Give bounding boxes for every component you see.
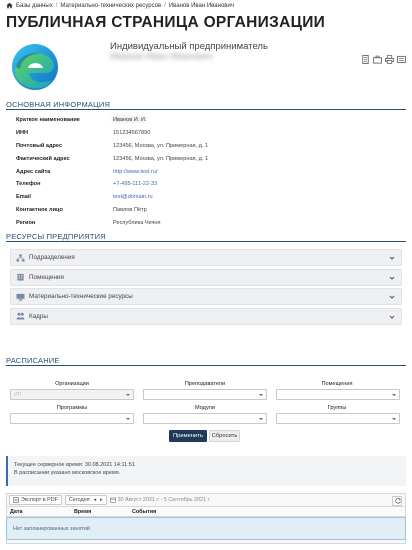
teachers-select[interactable]	[143, 389, 267, 400]
chevron-down-icon	[389, 314, 395, 320]
home-icon[interactable]	[6, 2, 13, 9]
column-header-events[interactable]: События	[132, 509, 157, 515]
accordion-item-rooms[interactable]	[10, 269, 402, 286]
info-row-contact-person	[16, 204, 208, 217]
chevron-down-icon	[389, 294, 395, 300]
today-label: Сегодня	[68, 497, 90, 503]
today-button[interactable]	[65, 495, 107, 505]
accordion-label: Подразделения	[29, 254, 75, 261]
modules-select[interactable]	[143, 413, 267, 424]
breadcrumb-item-resources[interactable]: Материально-технических ресурсов	[60, 2, 162, 9]
caret-down-icon	[392, 394, 396, 396]
chevron-down-icon	[389, 255, 395, 261]
print-icon[interactable]	[385, 51, 394, 60]
caret-down-icon	[259, 394, 263, 396]
refresh-button[interactable]	[392, 496, 402, 506]
date-range[interactable]	[110, 497, 211, 503]
caret-down-icon	[259, 418, 263, 420]
organizations-select[interactable]	[10, 389, 134, 400]
rooms-label: Помещения	[321, 381, 353, 387]
resources-accordion	[10, 249, 402, 327]
info-row-region	[16, 216, 208, 229]
info-value-short-name: Иванов И. И.	[113, 117, 147, 124]
page-actions	[361, 51, 406, 60]
page-title: ПУБЛИЧНАЯ СТРАНИЦА ОРГАНИЗАЦИИ	[6, 14, 326, 31]
info-label: Адрес сайта	[16, 168, 51, 175]
info-label: Контактное лицо	[16, 206, 63, 213]
server-time-notice	[6, 456, 406, 486]
info-label: Регион	[16, 219, 36, 226]
programs-select[interactable]	[10, 413, 134, 424]
server-time-text: Текущее серверное время: 30.08.2021 14:11:51	[14, 462, 135, 468]
section-divider	[6, 109, 406, 110]
equipment-icon	[16, 293, 25, 301]
basic-info-table	[16, 114, 208, 229]
breadcrumb-item-databases[interactable]: Базы данных	[16, 2, 53, 9]
info-label: ИНН	[16, 130, 29, 137]
section-divider	[6, 241, 406, 242]
programs-label: Программы	[56, 405, 88, 411]
info-row-inn	[16, 127, 208, 140]
briefcase-icon[interactable]	[373, 51, 382, 60]
email-link[interactable]: test@domain.ru	[113, 194, 153, 201]
modules-label: Модули	[194, 405, 216, 411]
export-icon[interactable]	[397, 51, 406, 60]
accordion-item-equipment[interactable]	[10, 288, 402, 305]
info-label: Краткое наименование	[16, 117, 80, 124]
schedule-empty-row	[6, 517, 406, 540]
organization-owner-name: Иванов Иван Иванович	[110, 51, 214, 62]
resources-title: РЕСУРСЫ ПРЕДПРИЯТИЯ	[6, 232, 106, 241]
info-value-region: Республика Чечня	[113, 219, 161, 226]
people-icon	[16, 312, 25, 320]
schedule-grid-header	[6, 507, 406, 517]
info-label: Почтовый адрес	[16, 142, 63, 149]
info-label: Телефон	[16, 181, 41, 188]
info-value-inn: 151234567890	[113, 130, 151, 137]
prev-week-icon[interactable]: ◂	[93, 497, 97, 503]
breadcrumb	[6, 2, 234, 9]
info-label: Фактический адрес	[16, 155, 70, 162]
chevron-down-icon	[389, 275, 395, 281]
document-icon[interactable]	[361, 51, 370, 60]
groups-select[interactable]	[276, 413, 400, 424]
breadcrumb-separator: /	[55, 2, 58, 9]
groups-label: Группы	[327, 405, 347, 411]
export-pdf-button[interactable]	[9, 495, 62, 505]
timezone-note: В расписании указано московское время.	[14, 470, 121, 476]
organizations-label: Организации	[55, 381, 89, 387]
org-structure-icon	[16, 254, 25, 262]
apply-button[interactable]: Применить	[169, 430, 207, 442]
info-row-website	[16, 165, 208, 178]
pdf-icon	[13, 497, 19, 503]
info-label: Email	[16, 194, 31, 201]
rooms-select[interactable]	[276, 389, 400, 400]
breadcrumb-item-current: Иванов Иван Иванович	[168, 2, 234, 9]
organizations-select-value: ИП	[14, 392, 22, 398]
accordion-item-departments[interactable]	[10, 249, 402, 266]
accordion-label: Материально-технические ресурсы	[29, 293, 133, 300]
accordion-label: Помещения	[29, 273, 64, 281]
column-header-date[interactable]: Дата	[10, 509, 23, 515]
organization-logo	[10, 42, 60, 92]
website-link[interactable]: http://www.test.ru/	[113, 168, 158, 175]
info-row-phone	[16, 178, 208, 191]
basic-info-title: ОСНОВНАЯ ИНФОРМАЦИЯ	[6, 100, 111, 109]
accordion-label: Кадры	[29, 312, 48, 320]
info-row-postal-address	[16, 140, 208, 153]
phone-link[interactable]: +7-495-111-22-33	[113, 181, 158, 188]
organization-name	[110, 42, 280, 62]
info-value-contact-person: Павлов Пётр	[113, 206, 147, 213]
breadcrumb-separator: /	[164, 2, 166, 9]
schedule-grid-footer	[6, 540, 406, 544]
caret-down-icon	[126, 418, 130, 420]
organization-type: Индивидуальный предприниматель	[110, 41, 268, 52]
teachers-label: Преподаватели	[184, 381, 226, 387]
refresh-icon	[394, 497, 402, 505]
info-row-email	[16, 191, 208, 204]
info-value-actual-address: 123456, Москва, ул. Примерная, д. 1	[113, 155, 209, 162]
date-range-text: 30 Август 2021 г. - 5 Сентябрь 2021 г.	[117, 497, 211, 503]
section-divider	[6, 365, 406, 366]
schedule-title: РАСПИСАНИЕ	[6, 356, 60, 365]
export-pdf-label: Экспорт в PDF	[21, 497, 58, 503]
accordion-item-staff[interactable]	[10, 308, 402, 325]
next-week-icon[interactable]: ▸	[100, 497, 103, 503]
info-row-actual-address	[16, 152, 208, 165]
building-icon	[16, 273, 25, 281]
column-header-time[interactable]: Время	[74, 509, 92, 515]
info-value-postal-address: 123456, Москва, ул. Примерная, д. 1	[113, 142, 209, 149]
schedule-grid-toolbar	[6, 493, 406, 507]
reset-button[interactable]: Сбросить	[209, 430, 240, 442]
caret-down-icon	[392, 418, 396, 420]
calendar-icon	[110, 497, 116, 503]
empty-message: Нет запланированных занятий	[13, 526, 90, 532]
caret-down-icon	[126, 394, 130, 396]
info-row-short-name	[16, 114, 208, 127]
